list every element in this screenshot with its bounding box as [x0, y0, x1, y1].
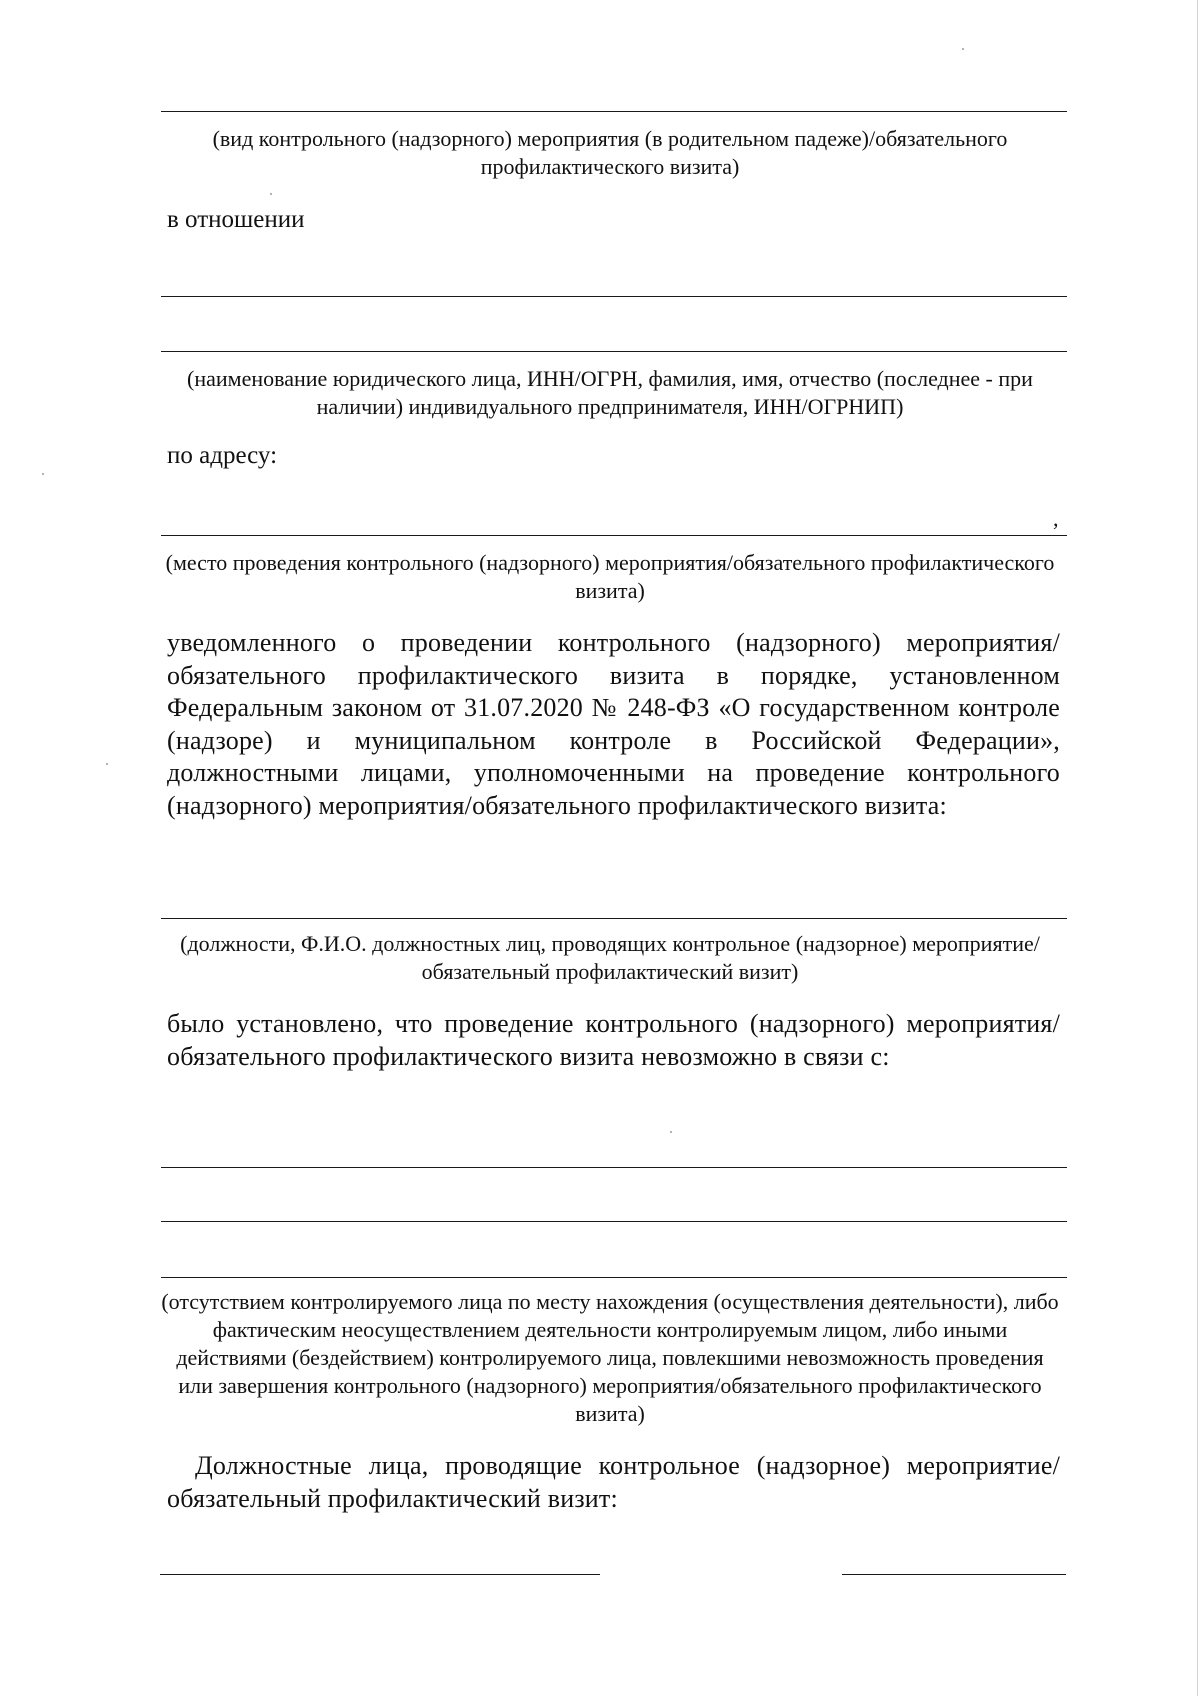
caption-place: (место проведения контрольного (надзорного) мероприятия/обязательного профилактического визита)	[165, 550, 1055, 603]
blank-line-reason-3	[161, 1277, 1067, 1278]
caption-reason: (отсутствием контролируемого лица по месту нахождения (осуществления деятельности), либо фактическим неосуществлением деятельности контролируемым лицом, либо иными действиями (бездействием) контролируемого лица, повлекшими невозможность проведения или завершения контрольного (надзорного) мероприятия/обязательного профилактического визита)	[161, 1289, 1059, 1426]
paragraph-notified: уведомленного о проведении контрольного (надзорного) мероприятия/обязательного профилактического визита в порядке, установленном Федеральным законом от 31.07.2020 № 248-ФЗ «О государственном контроле (надзоре) и муниципальном контроле в Российской Федерации», должностными лицами, уполномоченными на проведение контрольного (надзорного) мероприятия/обязательного профилактического визита:	[167, 628, 1060, 820]
caption-officials: (должности, Ф.И.О. должностных лиц, проводящих контрольное (надзорное) мероприятие/обязательный профилактический визит)	[180, 931, 1040, 984]
paragraph-impossible: было установлено, что проведение контрольного (надзорного) мероприятия/обязательного профилактического визита невозможно в связи с:	[167, 1009, 1060, 1071]
scan-speck	[670, 1131, 672, 1133]
label-address: по адресу:	[167, 442, 278, 469]
signature-line-left	[160, 1574, 600, 1575]
blank-line-event-type	[161, 111, 1067, 112]
address-comma: ,	[1053, 506, 1059, 531]
blank-line-entity-2	[161, 351, 1067, 352]
scan-speck	[106, 763, 108, 765]
blank-line-reason-2	[161, 1221, 1067, 1222]
scan-speck	[42, 473, 44, 475]
blank-line-officials	[161, 918, 1067, 919]
blank-line-reason-1	[161, 1167, 1067, 1168]
blank-line-entity-1	[161, 296, 1067, 297]
label-regarding: в отношении	[167, 206, 305, 233]
caption-entity: (наименование юридического лица, ИНН/ОГРН, фамилия, имя, отчество (последнее - при наличии) индивидуального предпринимателя, ИНН/ОГРНИП)	[187, 366, 1033, 419]
scan-speck	[270, 193, 272, 195]
signature-line-right	[842, 1574, 1066, 1575]
caption-event-type: (вид контрольного (надзорного) мероприятия (в родительном падеже)/обязательного профилактического визита)	[212, 126, 1008, 179]
page-edge	[1197, 0, 1198, 1696]
blank-line-address	[161, 535, 1067, 536]
scan-speck	[962, 48, 964, 50]
paragraph-signatories: Должностные лица, проводящие контрольное (надзорное) мероприятие/обязательный профилактический визит:	[167, 1451, 1060, 1513]
